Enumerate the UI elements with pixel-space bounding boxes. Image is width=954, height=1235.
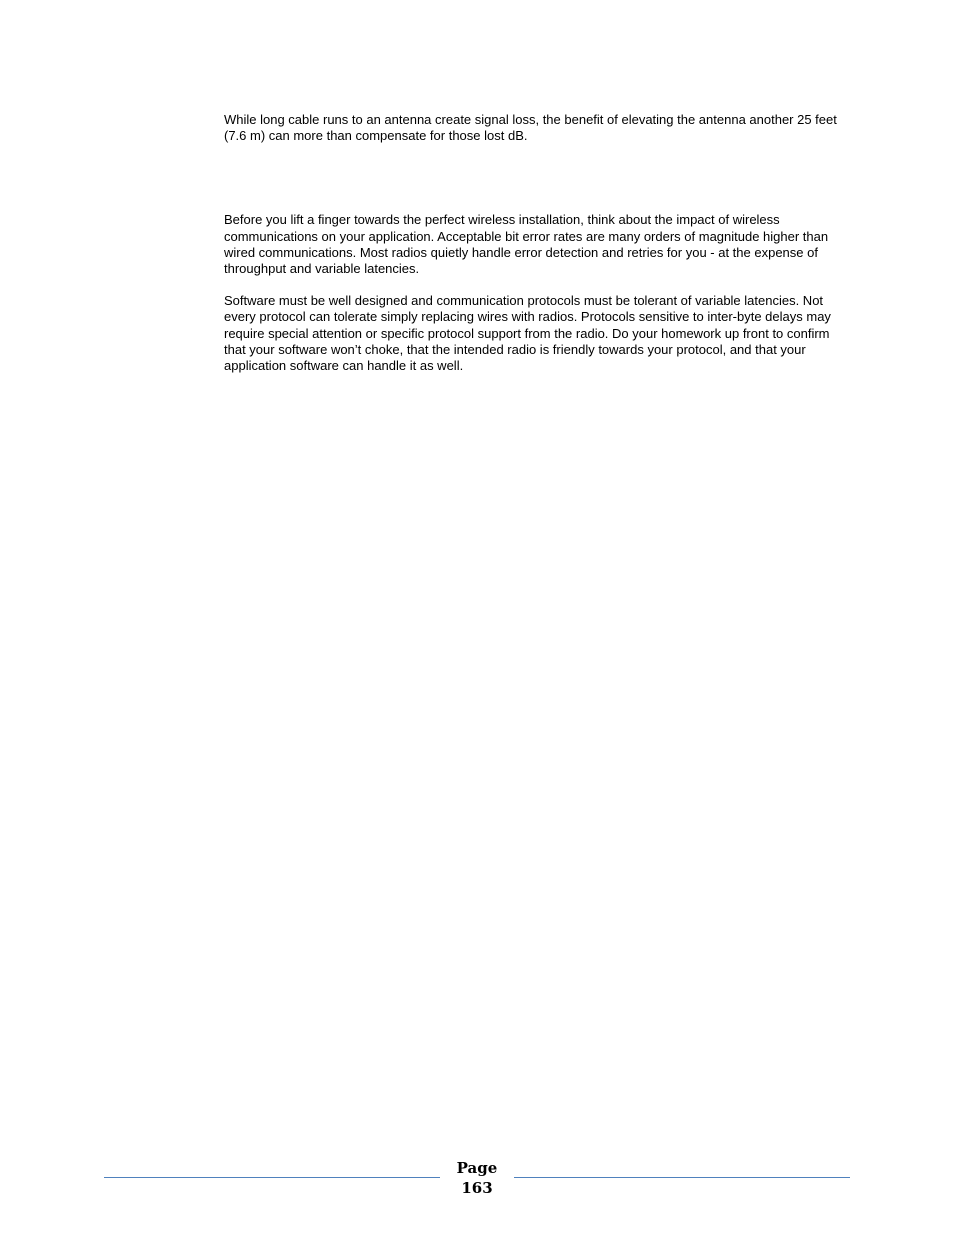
paragraph-software-protocols: Software must be well designed and communication protocols must be tolerant of variable latencies. Not every protocol can tolerate simply replacing wires with radios. Protocols sensitive to inter-byte delays may require special attention or specific protocol support from the radio. Do your homework up front to confirm that your software won’t choke, that the intended radio is friendly towards your protocol, and that your application software can handle it as well. — [224, 293, 831, 374]
page-number: 163 — [461, 1179, 493, 1197]
footer-rule-right — [514, 1177, 850, 1178]
page-label: Page — [456, 1159, 498, 1177]
page-footer — [104, 1158, 850, 1202]
paragraph-antenna-elevation: While long cable runs to an antenna create signal loss, the benefit of elevating the antenna another 25 feet (7.6 m) can more than compensate for those lost dB. — [224, 112, 837, 144]
paragraph-wireless-impact: Before you lift a finger towards the perfect wireless installation, think about the impact of wireless communications on your application. Acceptable bit error rates are many orders of magnitude higher than wired communications. Most radios quietly handle error detection and retries for you - at the expense of throughput and variable latencies. — [224, 212, 829, 277]
body-text — [224, 112, 844, 374]
page-number-block — [444, 1158, 510, 1198]
footer-rule-left — [104, 1177, 440, 1178]
